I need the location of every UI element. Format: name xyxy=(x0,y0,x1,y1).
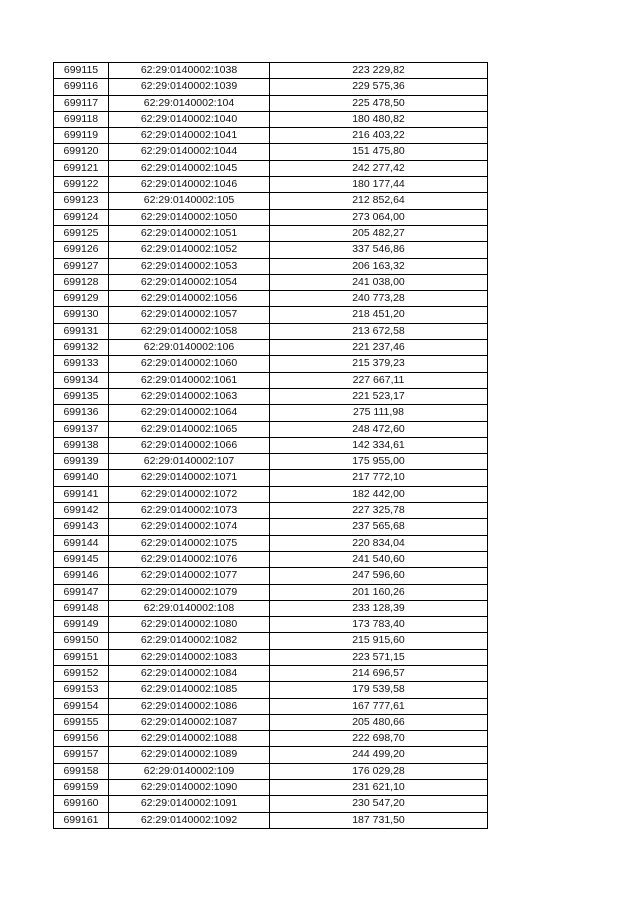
table-row xyxy=(54,193,488,209)
row-number-cell: 699123 xyxy=(54,193,109,209)
cadastral-number-cell: 62:29:0140002:1060 xyxy=(109,356,270,372)
cadastral-value-cell: 205 480,66 xyxy=(270,714,488,730)
cadastral-value-cell: 220 834,04 xyxy=(270,535,488,551)
table-row xyxy=(54,584,488,600)
row-number-cell: 699150 xyxy=(54,633,109,649)
cadastral-number-cell: 62:29:0140002:1046 xyxy=(109,177,270,193)
table-row xyxy=(54,454,488,470)
row-number-cell: 699149 xyxy=(54,617,109,633)
cadastral-value-cell: 214 696,57 xyxy=(270,665,488,681)
cadastral-value-cell: 167 777,61 xyxy=(270,698,488,714)
cadastral-value-cell: 244 499,20 xyxy=(270,747,488,763)
table-row xyxy=(54,209,488,225)
cadastral-number-cell: 62:29:0140002:109 xyxy=(109,763,270,779)
cadastral-value-cell: 151 475,80 xyxy=(270,144,488,160)
cadastral-value-cell: 221 237,46 xyxy=(270,340,488,356)
cadastral-value-cell: 216 403,22 xyxy=(270,128,488,144)
table-row xyxy=(54,242,488,258)
row-number-cell: 699155 xyxy=(54,714,109,730)
row-number-cell: 699140 xyxy=(54,470,109,486)
row-number-cell: 699115 xyxy=(54,63,109,79)
cadastral-number-cell: 62:29:0140002:106 xyxy=(109,340,270,356)
cadastral-number-cell: 62:29:0140002:1065 xyxy=(109,421,270,437)
cadastral-number-cell: 62:29:0140002:1051 xyxy=(109,225,270,241)
cadastral-number-cell: 62:29:0140002:1039 xyxy=(109,79,270,95)
row-number-cell: 699127 xyxy=(54,258,109,274)
table-body xyxy=(54,63,488,829)
cadastral-value-cell: 206 163,32 xyxy=(270,258,488,274)
cadastral-number-cell: 62:29:0140002:1091 xyxy=(109,796,270,812)
cadastral-value-cell: 248 472,60 xyxy=(270,421,488,437)
table-row xyxy=(54,177,488,193)
table-row xyxy=(54,812,488,828)
cadastral-number-cell: 62:29:0140002:1089 xyxy=(109,747,270,763)
cadastral-value-cell: 201 160,26 xyxy=(270,584,488,600)
table-row xyxy=(54,617,488,633)
row-number-cell: 699143 xyxy=(54,519,109,535)
cadastral-value-cell: 205 482,27 xyxy=(270,225,488,241)
row-number-cell: 699157 xyxy=(54,747,109,763)
row-number-cell: 699138 xyxy=(54,437,109,453)
row-number-cell: 699119 xyxy=(54,128,109,144)
table-row xyxy=(54,714,488,730)
cadastral-value-cell: 241 540,60 xyxy=(270,551,488,567)
cadastral-value-cell: 273 064,00 xyxy=(270,209,488,225)
cadastral-value-cell: 337 546,86 xyxy=(270,242,488,258)
row-number-cell: 699122 xyxy=(54,177,109,193)
cadastral-value-cell: 223 571,15 xyxy=(270,649,488,665)
row-number-cell: 699131 xyxy=(54,323,109,339)
table-row xyxy=(54,63,488,79)
cadastral-value-cell: 215 379,23 xyxy=(270,356,488,372)
row-number-cell: 699147 xyxy=(54,584,109,600)
cadastral-number-cell: 62:29:0140002:1061 xyxy=(109,372,270,388)
row-number-cell: 699120 xyxy=(54,144,109,160)
table-row xyxy=(54,649,488,665)
row-number-cell: 699121 xyxy=(54,160,109,176)
table-row xyxy=(54,111,488,127)
row-number-cell: 699126 xyxy=(54,242,109,258)
row-number-cell: 699154 xyxy=(54,698,109,714)
cadastral-number-cell: 62:29:0140002:1038 xyxy=(109,63,270,79)
cadastral-number-cell: 62:29:0140002:1092 xyxy=(109,812,270,828)
table-row xyxy=(54,731,488,747)
cadastral-value-cell: 173 783,40 xyxy=(270,617,488,633)
table-row xyxy=(54,356,488,372)
row-number-cell: 699137 xyxy=(54,421,109,437)
row-number-cell: 699146 xyxy=(54,568,109,584)
cadastral-number-cell: 62:29:0140002:1054 xyxy=(109,274,270,290)
row-number-cell: 699136 xyxy=(54,405,109,421)
cadastral-value-cell: 233 128,39 xyxy=(270,600,488,616)
cadastral-number-cell: 62:29:0140002:1040 xyxy=(109,111,270,127)
row-number-cell: 699158 xyxy=(54,763,109,779)
cadastral-value-cell: 227 667,11 xyxy=(270,372,488,388)
cadastral-number-cell: 62:29:0140002:1075 xyxy=(109,535,270,551)
cadastral-value-cell: 179 539,58 xyxy=(270,682,488,698)
cadastral-value-cell: 247 596,60 xyxy=(270,568,488,584)
table-row xyxy=(54,796,488,812)
table-row xyxy=(54,225,488,241)
cadastral-value-cell: 182 442,00 xyxy=(270,486,488,502)
table-row xyxy=(54,747,488,763)
table-row xyxy=(54,633,488,649)
cadastral-number-cell: 62:29:0140002:105 xyxy=(109,193,270,209)
cadastral-number-cell: 62:29:0140002:1045 xyxy=(109,160,270,176)
table-row xyxy=(54,535,488,551)
cadastral-value-cell: 230 547,20 xyxy=(270,796,488,812)
cadastral-value-cell: 217 772,10 xyxy=(270,470,488,486)
cadastral-number-cell: 62:29:0140002:1077 xyxy=(109,568,270,584)
table-row xyxy=(54,79,488,95)
cadastral-number-cell: 62:29:0140002:1087 xyxy=(109,714,270,730)
cadastral-value-cell: 176 029,28 xyxy=(270,763,488,779)
table-row xyxy=(54,421,488,437)
row-number-cell: 699142 xyxy=(54,503,109,519)
cadastral-value-cell: 175 955,00 xyxy=(270,454,488,470)
cadastral-number-cell: 62:29:0140002:1066 xyxy=(109,437,270,453)
table-row xyxy=(54,682,488,698)
table-row xyxy=(54,388,488,404)
cadastral-value-cell: 242 277,42 xyxy=(270,160,488,176)
cadastral-value-cell: 221 523,17 xyxy=(270,388,488,404)
row-number-cell: 699130 xyxy=(54,307,109,323)
row-number-cell: 699141 xyxy=(54,486,109,502)
row-number-cell: 699160 xyxy=(54,796,109,812)
table-row xyxy=(54,307,488,323)
cadastral-value-cell: 215 915,60 xyxy=(270,633,488,649)
cadastral-number-cell: 62:29:0140002:1076 xyxy=(109,551,270,567)
cadastral-number-cell: 62:29:0140002:1057 xyxy=(109,307,270,323)
cadastral-number-cell: 62:29:0140002:1052 xyxy=(109,242,270,258)
row-number-cell: 699156 xyxy=(54,731,109,747)
cadastral-number-cell: 62:29:0140002:1088 xyxy=(109,731,270,747)
row-number-cell: 699117 xyxy=(54,95,109,111)
cadastral-value-cell: 225 478,50 xyxy=(270,95,488,111)
cadastral-value-table xyxy=(53,62,488,829)
cadastral-value-cell: 241 038,00 xyxy=(270,274,488,290)
table-row xyxy=(54,780,488,796)
row-number-cell: 699124 xyxy=(54,209,109,225)
cadastral-number-cell: 62:29:0140002:1082 xyxy=(109,633,270,649)
cadastral-number-cell: 62:29:0140002:1073 xyxy=(109,503,270,519)
cadastral-number-cell: 62:29:0140002:1084 xyxy=(109,665,270,681)
cadastral-number-cell: 62:29:0140002:1079 xyxy=(109,584,270,600)
cadastral-value-cell: 240 773,28 xyxy=(270,291,488,307)
row-number-cell: 699151 xyxy=(54,649,109,665)
row-number-cell: 699132 xyxy=(54,340,109,356)
row-number-cell: 699133 xyxy=(54,356,109,372)
cadastral-number-cell: 62:29:0140002:108 xyxy=(109,600,270,616)
row-number-cell: 699128 xyxy=(54,274,109,290)
cadastral-value-cell: 227 325,78 xyxy=(270,503,488,519)
cadastral-value-cell: 222 698,70 xyxy=(270,731,488,747)
table-row xyxy=(54,128,488,144)
cadastral-value-cell: 212 852,64 xyxy=(270,193,488,209)
table-row xyxy=(54,519,488,535)
row-number-cell: 699134 xyxy=(54,372,109,388)
cadastral-number-cell: 62:29:0140002:1058 xyxy=(109,323,270,339)
cadastral-value-cell: 180 177,44 xyxy=(270,177,488,193)
cadastral-value-cell: 275 111,98 xyxy=(270,405,488,421)
table-row xyxy=(54,95,488,111)
cadastral-number-cell: 62:29:0140002:1072 xyxy=(109,486,270,502)
cadastral-value-cell: 231 621,10 xyxy=(270,780,488,796)
table-row xyxy=(54,665,488,681)
row-number-cell: 699139 xyxy=(54,454,109,470)
table-row xyxy=(54,405,488,421)
table-row xyxy=(54,763,488,779)
table-row xyxy=(54,600,488,616)
cadastral-number-cell: 62:29:0140002:1071 xyxy=(109,470,270,486)
cadastral-value-cell: 218 451,20 xyxy=(270,307,488,323)
cadastral-value-cell: 142 334,61 xyxy=(270,437,488,453)
cadastral-number-cell: 62:29:0140002:107 xyxy=(109,454,270,470)
cadastral-number-cell: 62:29:0140002:1044 xyxy=(109,144,270,160)
cadastral-number-cell: 62:29:0140002:1063 xyxy=(109,388,270,404)
row-number-cell: 699144 xyxy=(54,535,109,551)
table-row xyxy=(54,568,488,584)
cadastral-number-cell: 62:29:0140002:1041 xyxy=(109,128,270,144)
row-number-cell: 699116 xyxy=(54,79,109,95)
table-row xyxy=(54,437,488,453)
row-number-cell: 699125 xyxy=(54,225,109,241)
cadastral-number-cell: 62:29:0140002:104 xyxy=(109,95,270,111)
row-number-cell: 699148 xyxy=(54,600,109,616)
row-number-cell: 699161 xyxy=(54,812,109,828)
row-number-cell: 699153 xyxy=(54,682,109,698)
cadastral-value-cell: 213 672,58 xyxy=(270,323,488,339)
table-row xyxy=(54,698,488,714)
table-row xyxy=(54,503,488,519)
table-row xyxy=(54,372,488,388)
cadastral-number-cell: 62:29:0140002:1086 xyxy=(109,698,270,714)
cadastral-number-cell: 62:29:0140002:1053 xyxy=(109,258,270,274)
table-row xyxy=(54,291,488,307)
cadastral-value-cell: 223 229,82 xyxy=(270,63,488,79)
table-row xyxy=(54,340,488,356)
row-number-cell: 699159 xyxy=(54,780,109,796)
table-row xyxy=(54,551,488,567)
cadastral-number-cell: 62:29:0140002:1085 xyxy=(109,682,270,698)
cadastral-value-cell: 237 565,68 xyxy=(270,519,488,535)
row-number-cell: 699118 xyxy=(54,111,109,127)
cadastral-number-cell: 62:29:0140002:1083 xyxy=(109,649,270,665)
cadastral-number-cell: 62:29:0140002:1064 xyxy=(109,405,270,421)
row-number-cell: 699129 xyxy=(54,291,109,307)
table-row xyxy=(54,274,488,290)
row-number-cell: 699135 xyxy=(54,388,109,404)
cadastral-number-cell: 62:29:0140002:1090 xyxy=(109,780,270,796)
table-row xyxy=(54,323,488,339)
row-number-cell: 699145 xyxy=(54,551,109,567)
table-row xyxy=(54,144,488,160)
table-row xyxy=(54,486,488,502)
table-row xyxy=(54,258,488,274)
cadastral-number-cell: 62:29:0140002:1074 xyxy=(109,519,270,535)
table-row xyxy=(54,160,488,176)
cadastral-value-cell: 187 731,50 xyxy=(270,812,488,828)
table-row xyxy=(54,470,488,486)
row-number-cell: 699152 xyxy=(54,665,109,681)
cadastral-value-cell: 229 575,36 xyxy=(270,79,488,95)
cadastral-number-cell: 62:29:0140002:1056 xyxy=(109,291,270,307)
cadastral-number-cell: 62:29:0140002:1050 xyxy=(109,209,270,225)
cadastral-value-cell: 180 480,82 xyxy=(270,111,488,127)
cadastral-number-cell: 62:29:0140002:1080 xyxy=(109,617,270,633)
